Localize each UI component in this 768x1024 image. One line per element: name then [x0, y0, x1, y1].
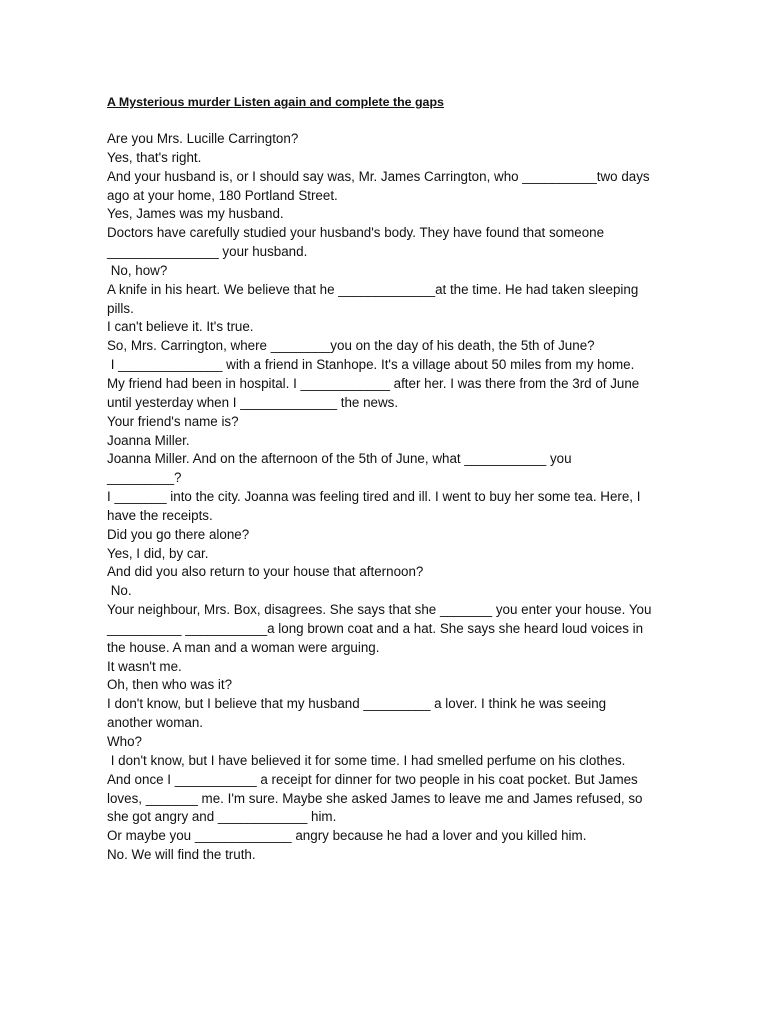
dialogue-line: I don't know, but I believe that my husband _________ a lover. I think he was seeing: [107, 696, 607, 712]
dialogue-line: No, how?: [107, 262, 168, 278]
dialogue-line: So, Mrs. Carrington, where ________you on the day of his death, the 5th of June?: [107, 338, 595, 354]
worksheet-title: A Mysterious murder Listen again and complete the gaps: [107, 95, 444, 109]
dialogue-text: [107, 130, 663, 865]
dialogue-line: I _______ into the city. Joanna was feeling tired and ill. I went to buy her some tea. Here, I: [107, 489, 641, 505]
dialogue-line: And your husband is, or I should say was, Mr. James Carrington, who __________two days: [107, 168, 650, 184]
dialogue-line: I can't believe it. It's true.: [107, 319, 254, 335]
dialogue-line: _________?: [107, 470, 182, 486]
dialogue-line: No. We will find the truth.: [107, 847, 256, 863]
dialogue-line: Are you Mrs. Lucille Carrington?: [107, 131, 299, 146]
worksheet-page: [107, 93, 663, 865]
dialogue-line: Yes, I did, by car.: [107, 545, 209, 561]
dialogue-line: loves, _______ me. I'm sure. Maybe she asked James to leave me and James refused, so: [107, 790, 643, 806]
dialogue-line: Yes, James was my husband.: [107, 206, 284, 222]
dialogue-line: another woman.: [107, 715, 204, 731]
dialogue-line: the house. A man and a woman were arguing.: [107, 639, 380, 655]
dialogue-line: ago at your home, 180 Portland Street.: [107, 187, 338, 203]
dialogue-line: pills.: [107, 300, 134, 316]
dialogue-line: And once I ___________ a receipt for dinner for two people in his coat pocket. But James: [107, 771, 638, 787]
dialogue-line: Doctors have carefully studied your husband's body. They have found that someone: [107, 225, 605, 241]
dialogue-line: until yesterday when I _____________ the news.: [107, 394, 399, 410]
dialogue-line: It wasn't me.: [107, 658, 182, 674]
dialogue-line: she got angry and ____________ him.: [107, 809, 337, 825]
dialogue-line: And did you also return to your house that afternoon?: [107, 564, 424, 580]
dialogue-line: My friend had been in hospital. I ____________ after her. I was there from the 3rd of June: [107, 375, 640, 391]
dialogue-line: Who?: [107, 734, 142, 749]
dialogue-line: __________ ___________a long brown coat and a hat. She says she heard loud voices in: [107, 620, 644, 636]
dialogue-line: Oh, then who was it?: [107, 677, 233, 693]
dialogue-line: Your neighbour, Mrs. Box, disagrees. She says that she _______ you enter your house. You: [107, 602, 652, 618]
dialogue-line: A knife in his heart. We believe that he _____________at the time. He had taken sleeping: [107, 281, 639, 297]
dialogue-line: have the receipts.: [107, 507, 213, 523]
dialogue-line: Your friend's name is?: [107, 413, 239, 429]
dialogue-line: Joanna Miller.: [107, 432, 190, 448]
dialogue-line: Joanna Miller. And on the afternoon of the 5th of June, what ___________ you: [107, 451, 572, 467]
dialogue-line: No.: [107, 583, 132, 599]
dialogue-line: _______________ your husband.: [107, 244, 308, 260]
dialogue-line: Yes, that's right.: [107, 149, 202, 165]
dialogue-line: Or maybe you _____________ angry because he had a lover and you killed him.: [107, 828, 587, 844]
dialogue-line: Did you go there alone?: [107, 526, 250, 542]
dialogue-line: I don't know, but I have believed it for some time. I had smelled perfume on his clothes.: [107, 752, 626, 768]
dialogue-line: I ______________ with a friend in Stanhope. It's a village about 50 miles from my home.: [107, 357, 635, 373]
